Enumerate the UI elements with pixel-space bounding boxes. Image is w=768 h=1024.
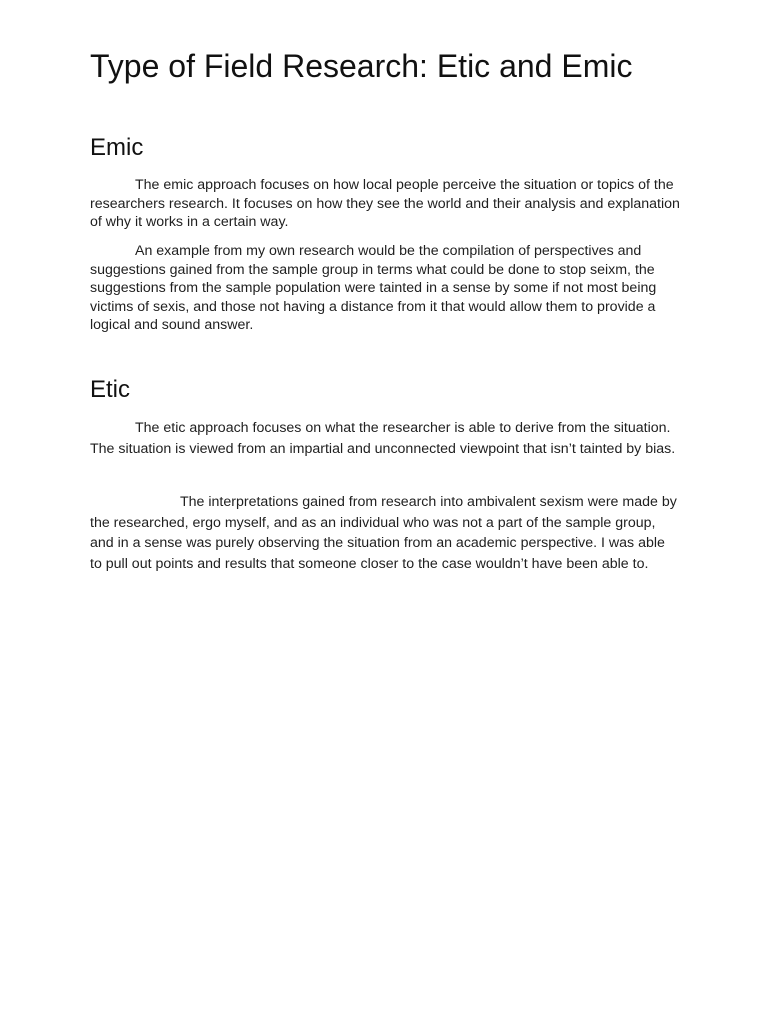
etic-paragraph-1: The etic approach focuses on what the researcher is able to derive from the situation. The situation is viewed from an impartial and unconnected viewpoint that isn’t tainted by bias.	[90, 420, 676, 457]
emic-paragraph-2: An example from my own research would be the compilation of perspectives and suggestions gained from the sample group in terms what could be done to stop seixm, the suggestions from the sample population were tainted in a sense by some if not most being victims of sexis, and those not having a distance from it that would allow them to provide a logical and sound answer.	[90, 243, 657, 333]
etic-paragraph-2: The interpretations gained from research into ambivalent sexism were made by the researched, ergo myself, and as an individual who was not a part of the sample group, and in a sense was purely observing the situation from an academic perspective. I was able to pull out points and results that someone closer to the case wouldn’t have been able to.	[90, 494, 677, 573]
section-heading-emic: Emic	[90, 134, 144, 161]
section-heading-etic: Etic	[90, 376, 131, 403]
emic-paragraph-1: The emic approach focuses on how local people perceive the situation or topics of the researchers research. It focuses on how they see the world and their analysis and explanation of why it works in a certain way.	[90, 177, 680, 230]
document-title: Type of Field Research: Etic and Emic	[90, 48, 633, 84]
